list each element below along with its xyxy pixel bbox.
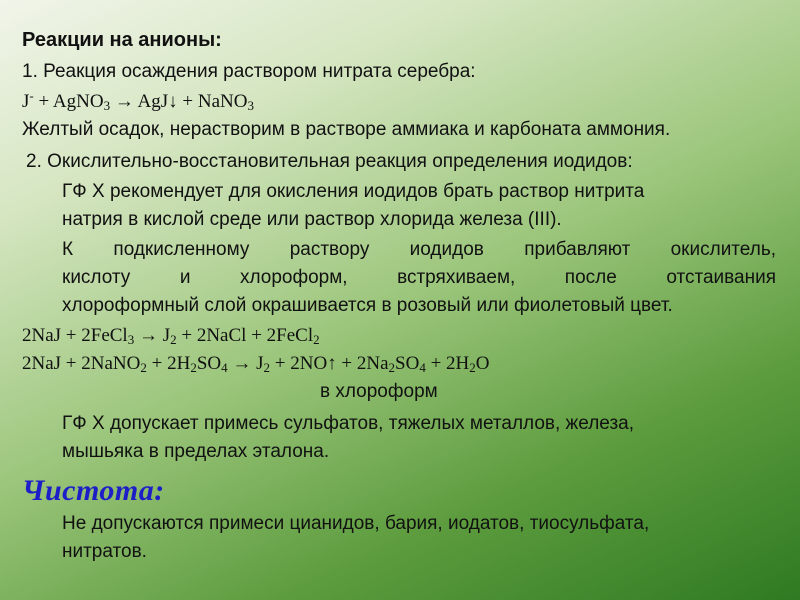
eq3-part-6: SO: [395, 353, 420, 374]
eq2-sub-1: 3: [127, 332, 135, 347]
eq1-reagent: + AgNO: [33, 91, 104, 112]
eq3-part-8: O: [475, 353, 490, 374]
eq3-part-2: + 2H: [146, 353, 191, 374]
section-heading: Реакции на анионы:: [22, 29, 222, 51]
eq2-part-2: → J: [134, 325, 171, 346]
procedure-line-3: хлороформный слой окрашивается в розовый или фиолетовый цвет.: [62, 295, 673, 316]
eq3-sub-1: 2: [140, 360, 147, 375]
equation-iron-chloride: [22, 324, 320, 348]
eq1-reagent-sub: 3: [103, 98, 111, 113]
eq3-part-4: → J: [227, 353, 264, 374]
item-1-title: 1. Реакция осаждения раствором нитрата серебра:: [22, 61, 476, 82]
procedure-line-1: К подкисленному раствору иодидов прибавляют окислитель,: [62, 239, 776, 260]
chloroform-note: в хлороформ: [320, 381, 438, 402]
eq3-sub-7: 2: [469, 360, 476, 375]
eq3-sub-4: 2: [263, 360, 271, 375]
eq1-products-sub: 3: [247, 98, 254, 113]
eq1-charge: -: [29, 88, 34, 103]
procedure-line-2: кислоту и хлороформ, встряхиваем, после отстаивания: [62, 267, 776, 288]
purity-title: Чистота:: [22, 474, 165, 507]
eq3-sub-6: 4: [419, 360, 426, 375]
eq3-part-3: SO: [196, 353, 222, 374]
eq2-sub-3: 2: [313, 332, 320, 347]
eq1-products: → AgJ↓ + NaNO: [110, 91, 248, 112]
purity-line-1: Не допускаются примеси цианидов, бария, иодатов, тиосульфата,: [62, 513, 650, 534]
eq3-part-7: + 2H: [425, 353, 470, 374]
equation-sodium-nitrite: [22, 352, 490, 376]
item-2-title: 2. Окислительно-восстановительная реакция определения иодидов:: [26, 151, 633, 172]
eq1-anion: J: [22, 91, 30, 112]
eq3-sub-2: 2: [190, 360, 197, 375]
equation-silver-nitrate: [22, 90, 254, 114]
admits-line-1: ГФ Х допускает примесь сульфатов, тяжелых металлов, железа,: [62, 413, 634, 434]
yellow-precipitate-text: Желтый осадок, нерастворим в растворе аммиака и карбоната аммония.: [22, 119, 671, 140]
eq3-sub-3: 4: [221, 360, 228, 375]
eq3-sub-5: 2: [388, 360, 396, 375]
purity-line-2: нитратов.: [62, 541, 147, 562]
eq2-part-1: 2NaJ + 2FeCl: [22, 325, 128, 346]
admits-line-2: мышьяка в пределах эталона.: [62, 441, 330, 462]
gf-recommendation-line-2: натрия в кислой среде или раствор хлорида железа (III).: [62, 209, 562, 230]
eq3-part-5: + 2NO↑ + 2Na: [270, 353, 389, 374]
eq3-part-1: 2NaJ + 2NaNO: [22, 353, 141, 374]
eq2-part-3: + 2NaCl + 2FeCl: [176, 325, 314, 346]
eq2-sub-2: 2: [170, 332, 177, 347]
gf-recommendation-line-1: ГФ Х рекомендует для окисления иодидов брать раствор нитрита: [62, 181, 645, 202]
